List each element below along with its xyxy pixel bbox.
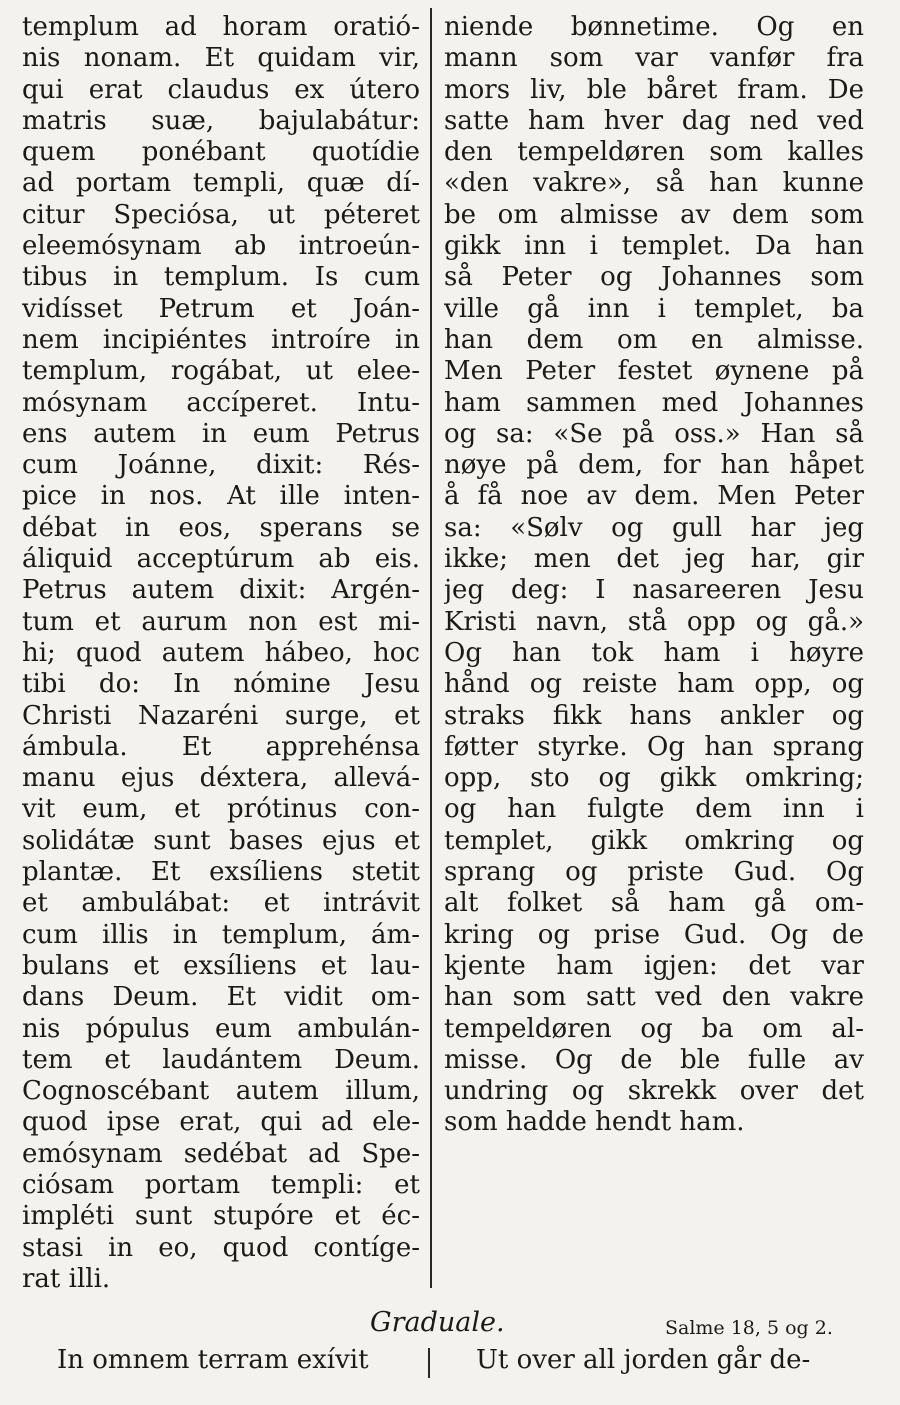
latin-text-line: cum illis in templum, ám- <box>22 919 420 950</box>
norwegian-text-line: mors liv, ble båret fram. De <box>444 74 864 105</box>
latin-text-line: hi; quod autem hábeo, hoc <box>22 637 420 668</box>
latin-text-line: Cognoscébant autem illum, <box>22 1076 420 1107</box>
norwegian-text-line: Og han tok ham i høyre <box>444 637 864 668</box>
norwegian-text-line: og sa: «Se på oss.» Han så <box>444 418 864 449</box>
norwegian-text-line: misse. Og de ble fulle av <box>444 1044 864 1075</box>
latin-text-line: dans Deum. Et vidit om- <box>22 982 420 1013</box>
latin-text-line: eleemósynam ab introeún- <box>22 231 420 262</box>
norwegian-text-line: straks fikk hans ankler og <box>444 700 864 731</box>
latin-text-line: bulans et exsíliens et lau- <box>22 950 420 981</box>
latin-text-line: ad portam templi, quæ dí- <box>22 168 420 199</box>
latin-text-line: ciósam portam templi: et <box>22 1169 420 1200</box>
norwegian-text-line: tempeldøren og ba om al- <box>444 1013 864 1044</box>
gradual-column-divider <box>428 1348 430 1378</box>
latin-text-line: tibus in templum. Is cum <box>22 262 420 293</box>
latin-text-line: áliquid acceptúrum ab eis. <box>22 544 420 575</box>
norwegian-text-line: ikke; men det jeg har, gir <box>444 544 864 575</box>
norwegian-text-line: kjente ham igjen: det var <box>444 950 864 981</box>
latin-text-line: quem ponébant quotídie <box>22 137 420 168</box>
norwegian-text-line: så Peter og Johannes som <box>444 262 864 293</box>
norwegian-text-line: undring og skrekk over det <box>444 1076 864 1107</box>
latin-text-line: mósynam accíperet. Intu- <box>22 387 420 418</box>
norwegian-text-line: som hadde hendt ham. <box>444 1107 745 1138</box>
norwegian-text-line: sprang og priste Gud. Og <box>444 857 864 888</box>
norwegian-text-line: Kristi navn, stå opp og gå.» <box>444 606 864 637</box>
latin-text-line: débat in eos, sperans se <box>22 512 420 543</box>
latin-column <box>22 12 420 1295</box>
norwegian-text-line: jeg deg: I nasareeren Jesu <box>444 575 864 606</box>
norwegian-text-line: kring og prise Gud. Og de <box>444 919 864 950</box>
latin-text-line: ámbula. Et apprehénsa <box>22 731 420 762</box>
latin-text-line: nis pópulus eum ambulán- <box>22 1013 420 1044</box>
norwegian-text-line: satte ham hver dag ned ved <box>444 105 864 136</box>
latin-text-line: et ambulábat: et intrávit <box>22 888 420 919</box>
norwegian-text-line: ville gå inn i templet, ba <box>444 293 864 324</box>
gradual-norwegian-text: Ut over all jorden går de- <box>476 1345 811 1375</box>
latin-text-line: plantæ. Et exsíliens stetit <box>22 857 420 888</box>
latin-text-line: nem incipiéntes introíre in <box>22 324 420 355</box>
norwegian-text-line: og han fulgte dem inn i <box>444 794 864 825</box>
latin-text-line: citur Speciósa, ut péteret <box>22 199 420 230</box>
latin-text-line: ens autem in eum Petrus <box>22 418 420 449</box>
norwegian-text-line: føtter styrke. Og han sprang <box>444 731 864 762</box>
norwegian-text-line: ham sammen med Johannes <box>444 387 864 418</box>
norwegian-text-line: nøye på dem, for han håpet <box>444 450 864 481</box>
latin-text-line: templum, rogábat, ut elee- <box>22 356 420 387</box>
norwegian-text-line: gikk inn i templet. Da han <box>444 231 864 262</box>
latin-text-line: tibi do: In nómine Jesu <box>22 669 420 700</box>
psalm-reference: Salme 18, 5 og 2. <box>665 1317 833 1339</box>
norwegian-text-line: sa: «Sølv og gull har jeg <box>444 512 864 543</box>
latin-text-line: rat illi. <box>22 1263 111 1294</box>
norwegian-text-line: han som satt ved den vakre <box>444 982 864 1013</box>
latin-text-line: manu ejus déxtera, allevá- <box>22 763 420 794</box>
norwegian-text-line: mann som var vanfør fra <box>444 43 864 74</box>
latin-text-line: matris suæ, bajulabátur: <box>22 105 420 136</box>
latin-text-line: nis nonam. Et quidam vir, <box>22 43 420 74</box>
norwegian-text-line: opp, sto og gikk omkring; <box>444 763 864 794</box>
norwegian-text-line: niende bønnetime. Og en <box>444 12 864 42</box>
column-divider <box>430 8 432 1288</box>
norwegian-text-line: alt folket så ham gå om- <box>444 888 864 919</box>
latin-text-line: emósynam sedébat ad Spe- <box>22 1138 420 1169</box>
norwegian-text-line: «den vakre», så han kunne <box>444 168 864 199</box>
latin-text-line: tem et laudántem Deum. <box>22 1044 420 1075</box>
latin-text-line: vidísset Petrum et Joán- <box>22 293 420 324</box>
latin-text-line: quod ipse erat, qui ad ele- <box>22 1107 420 1138</box>
latin-text-line: pice in nos. At ille inten- <box>22 481 420 512</box>
norwegian-column <box>444 12 864 1139</box>
latin-text-line: vit eum, et prótinus con- <box>22 794 420 825</box>
latin-text-line: solidátæ sunt bases ejus et <box>22 825 420 856</box>
norwegian-text-line: den tempeldøren som kalles <box>444 137 864 168</box>
gradual-latin-text: In omnem terram exívit <box>57 1345 369 1375</box>
latin-text-line: impléti sunt stupóre et éc- <box>22 1201 420 1232</box>
norwegian-text-line: han dem om en almisse. <box>444 324 864 355</box>
latin-text-line: cum Joánne, dixit: Rés- <box>22 450 420 481</box>
latin-text-line: Christi Nazaréni surge, et <box>22 700 420 731</box>
latin-text-line: qui erat claudus ex útero <box>22 74 420 105</box>
latin-text-line: templum ad horam oratió- <box>22 12 420 42</box>
latin-text-line: stasi in eo, quod contíge- <box>22 1232 420 1263</box>
norwegian-text-line: templet, gikk omkring og <box>444 825 864 856</box>
norwegian-text-line: Men Peter festet øynene på <box>444 356 864 387</box>
norwegian-text-line: be om almisse av dem som <box>444 199 864 230</box>
latin-text-line: tum et aurum non est mi- <box>22 606 420 637</box>
latin-text-line: Petrus autem dixit: Argén- <box>22 575 420 606</box>
gradual-heading: Graduale. <box>370 1307 505 1338</box>
norwegian-text-line: å få noe av dem. Men Peter <box>444 481 864 512</box>
norwegian-text-line: hånd og reiste ham opp, og <box>444 669 864 700</box>
